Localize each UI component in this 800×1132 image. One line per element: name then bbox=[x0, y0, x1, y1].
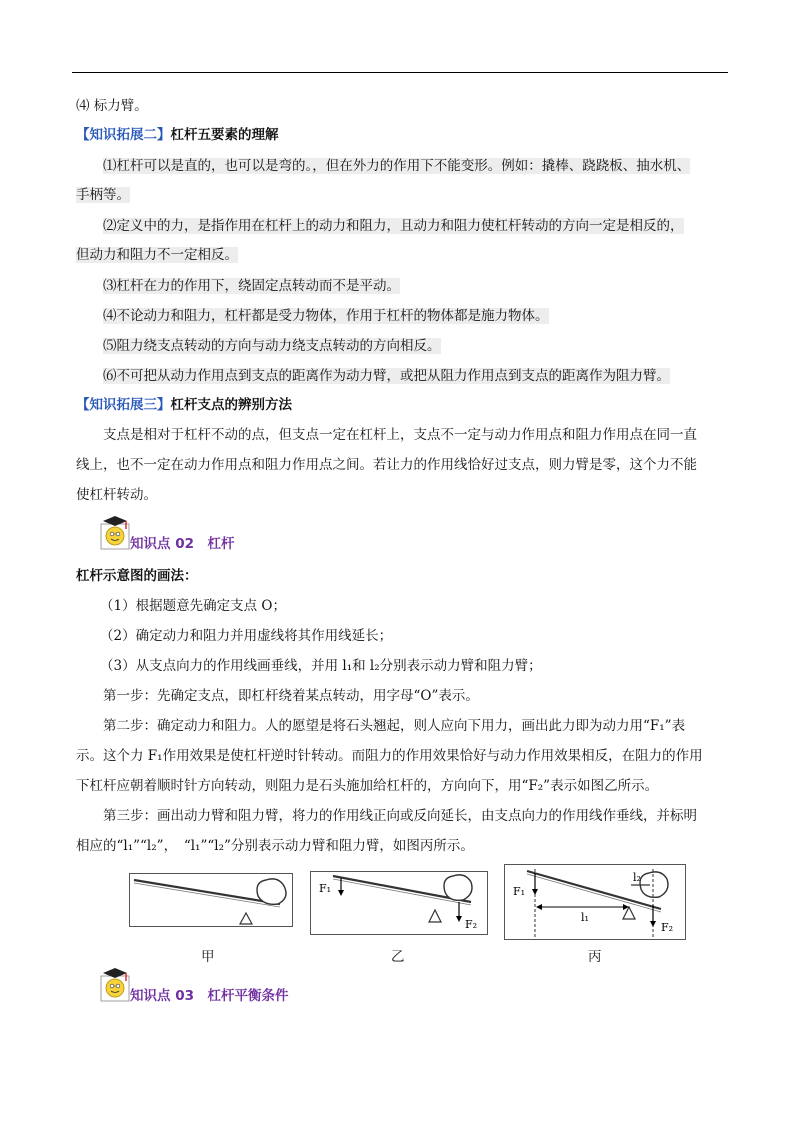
ext2-p3: ⑶杠杆在力的作用下，绕固定点转动而不是平动。 bbox=[103, 278, 400, 294]
header-rule bbox=[72, 72, 728, 73]
label-f2-bing: F₂ bbox=[661, 921, 674, 934]
drawing-step-1: （1）根据题意先确定支点 O； bbox=[100, 598, 286, 614]
figure-bing bbox=[504, 864, 686, 940]
drawing-step-3: （3）从支点向力的作用线画垂线，并用 l₁和 l₂分别表示动力臂和阻力臂； bbox=[100, 658, 542, 674]
knowledge-point-03-label: 知识点 03 杠杆平衡条件 bbox=[130, 988, 289, 1004]
step-three-line-1: 第三步：画出动力臂和阻力臂，将力的作用线正向或反向延长，由支点向力的作用线作垂线，并标明 bbox=[103, 808, 697, 824]
figure-bing-caption: 丙 bbox=[588, 949, 602, 965]
step-two-line-1: 第二步：确定动力和阻力。人的愿望是将石头翘起，则人应向下用力，画出此力即为动力用“F₁”表 bbox=[103, 718, 686, 734]
step-one: 第一步：先确定支点，即杠杆绕着某点转动，用字母“O”表示。 bbox=[103, 688, 479, 704]
label-f2-yi: F₂ bbox=[465, 918, 478, 931]
ext2-p1b: 手柄等。 bbox=[76, 187, 130, 203]
step-item-4: ⑷ 标力臂。 bbox=[76, 98, 148, 114]
label-f1-bing: F₁ bbox=[513, 885, 526, 898]
ext2-p4: ⑷不论动力和阻力，杠杆都是受力物体，作用于杠杆的物体都是施力物体。 bbox=[103, 308, 549, 324]
figure-yi bbox=[310, 871, 488, 935]
ext2-p2a: ⑵定义中的力，是指作用在杠杆上的动力和阻力，且动力和阻力使杠杆转动的方向一定是相反的， bbox=[103, 218, 684, 234]
doctor-cap-icon bbox=[100, 966, 130, 1002]
ext2-p6: ⑹不可把从动力作用点到支点的距离作为动力臂，或把从阻力作用点到支点的距离作为阻力臂。 bbox=[103, 368, 670, 384]
drawing-method-title: 杠杆示意图的画法： bbox=[76, 568, 198, 584]
label-l1-bing: l₁ bbox=[581, 911, 589, 924]
step-two-line-3: 下杠杆应朝着顺时针方向转动，则阻力是石头施加给杠杆的，方向向下，用“F₂”表示如图乙所示。 bbox=[76, 778, 659, 794]
ext2-p2b: 但动力和阻力不一定相反。 bbox=[76, 247, 238, 263]
ext2-p5: ⑸阻力绕支点转动的方向与动力绕支点转动的方向相反。 bbox=[103, 338, 441, 354]
ext3-line3: 使杠杆转动。 bbox=[76, 487, 157, 503]
figure-jia-caption: 甲 bbox=[201, 949, 215, 965]
figure-yi-caption: 乙 bbox=[391, 949, 405, 965]
ext3-line2: 线上，也不一定在动力作用点和阻力作用点之间。若让力的作用线恰好过支点，则力臂是零，这个力不能 bbox=[76, 457, 697, 473]
drawing-step-2: （2）确定动力和阻力并用虚线将其作用线延长； bbox=[100, 628, 393, 644]
ext2-tag: 【知识拓展二】 bbox=[76, 127, 171, 143]
ext2-heading bbox=[76, 125, 279, 145]
step-two-line-2: 示。这个力 F₁作用效果是使杠杆逆时针转动。而阻力的作用效果恰好与动力作用效果相反，在阻力的作用 bbox=[76, 748, 703, 764]
doctor-cap-icon bbox=[100, 514, 130, 550]
label-f1-yi: F₁ bbox=[319, 882, 332, 895]
knowledge-point-02-label: 知识点 02 杠杆 bbox=[130, 536, 235, 552]
ext3-title: 杠杆支点的辨别方法 bbox=[170, 397, 292, 413]
lever-diagram-yi bbox=[311, 872, 487, 934]
ext3-line1: 支点是相对于杠杆不动的点，但支点一定在杠杆上，支点不一定与动力作用点和阻力作用点在同一直 bbox=[103, 427, 697, 443]
ext2-p1a: ⑴杠杆可以是直的，也可以是弯的。，但在外力的作用下不能变形。例如：撬棒、跷跷板、抽水机、 bbox=[103, 158, 691, 174]
lever-diagram-bing bbox=[505, 865, 685, 939]
ext2-title: 杠杆五要素的理解 bbox=[170, 127, 279, 143]
figure-jia bbox=[129, 873, 293, 927]
lever-diagram-jia bbox=[130, 874, 292, 926]
step-three-line-2: 相应的“l₁”“l₂”， “l₁”“l₂”分别表示动力臂和阻力臂，如图丙所示。 bbox=[76, 838, 474, 854]
label-l2-bing: l₂ bbox=[633, 871, 641, 884]
ext3-heading bbox=[76, 395, 292, 415]
ext3-tag: 【知识拓展三】 bbox=[76, 397, 171, 413]
